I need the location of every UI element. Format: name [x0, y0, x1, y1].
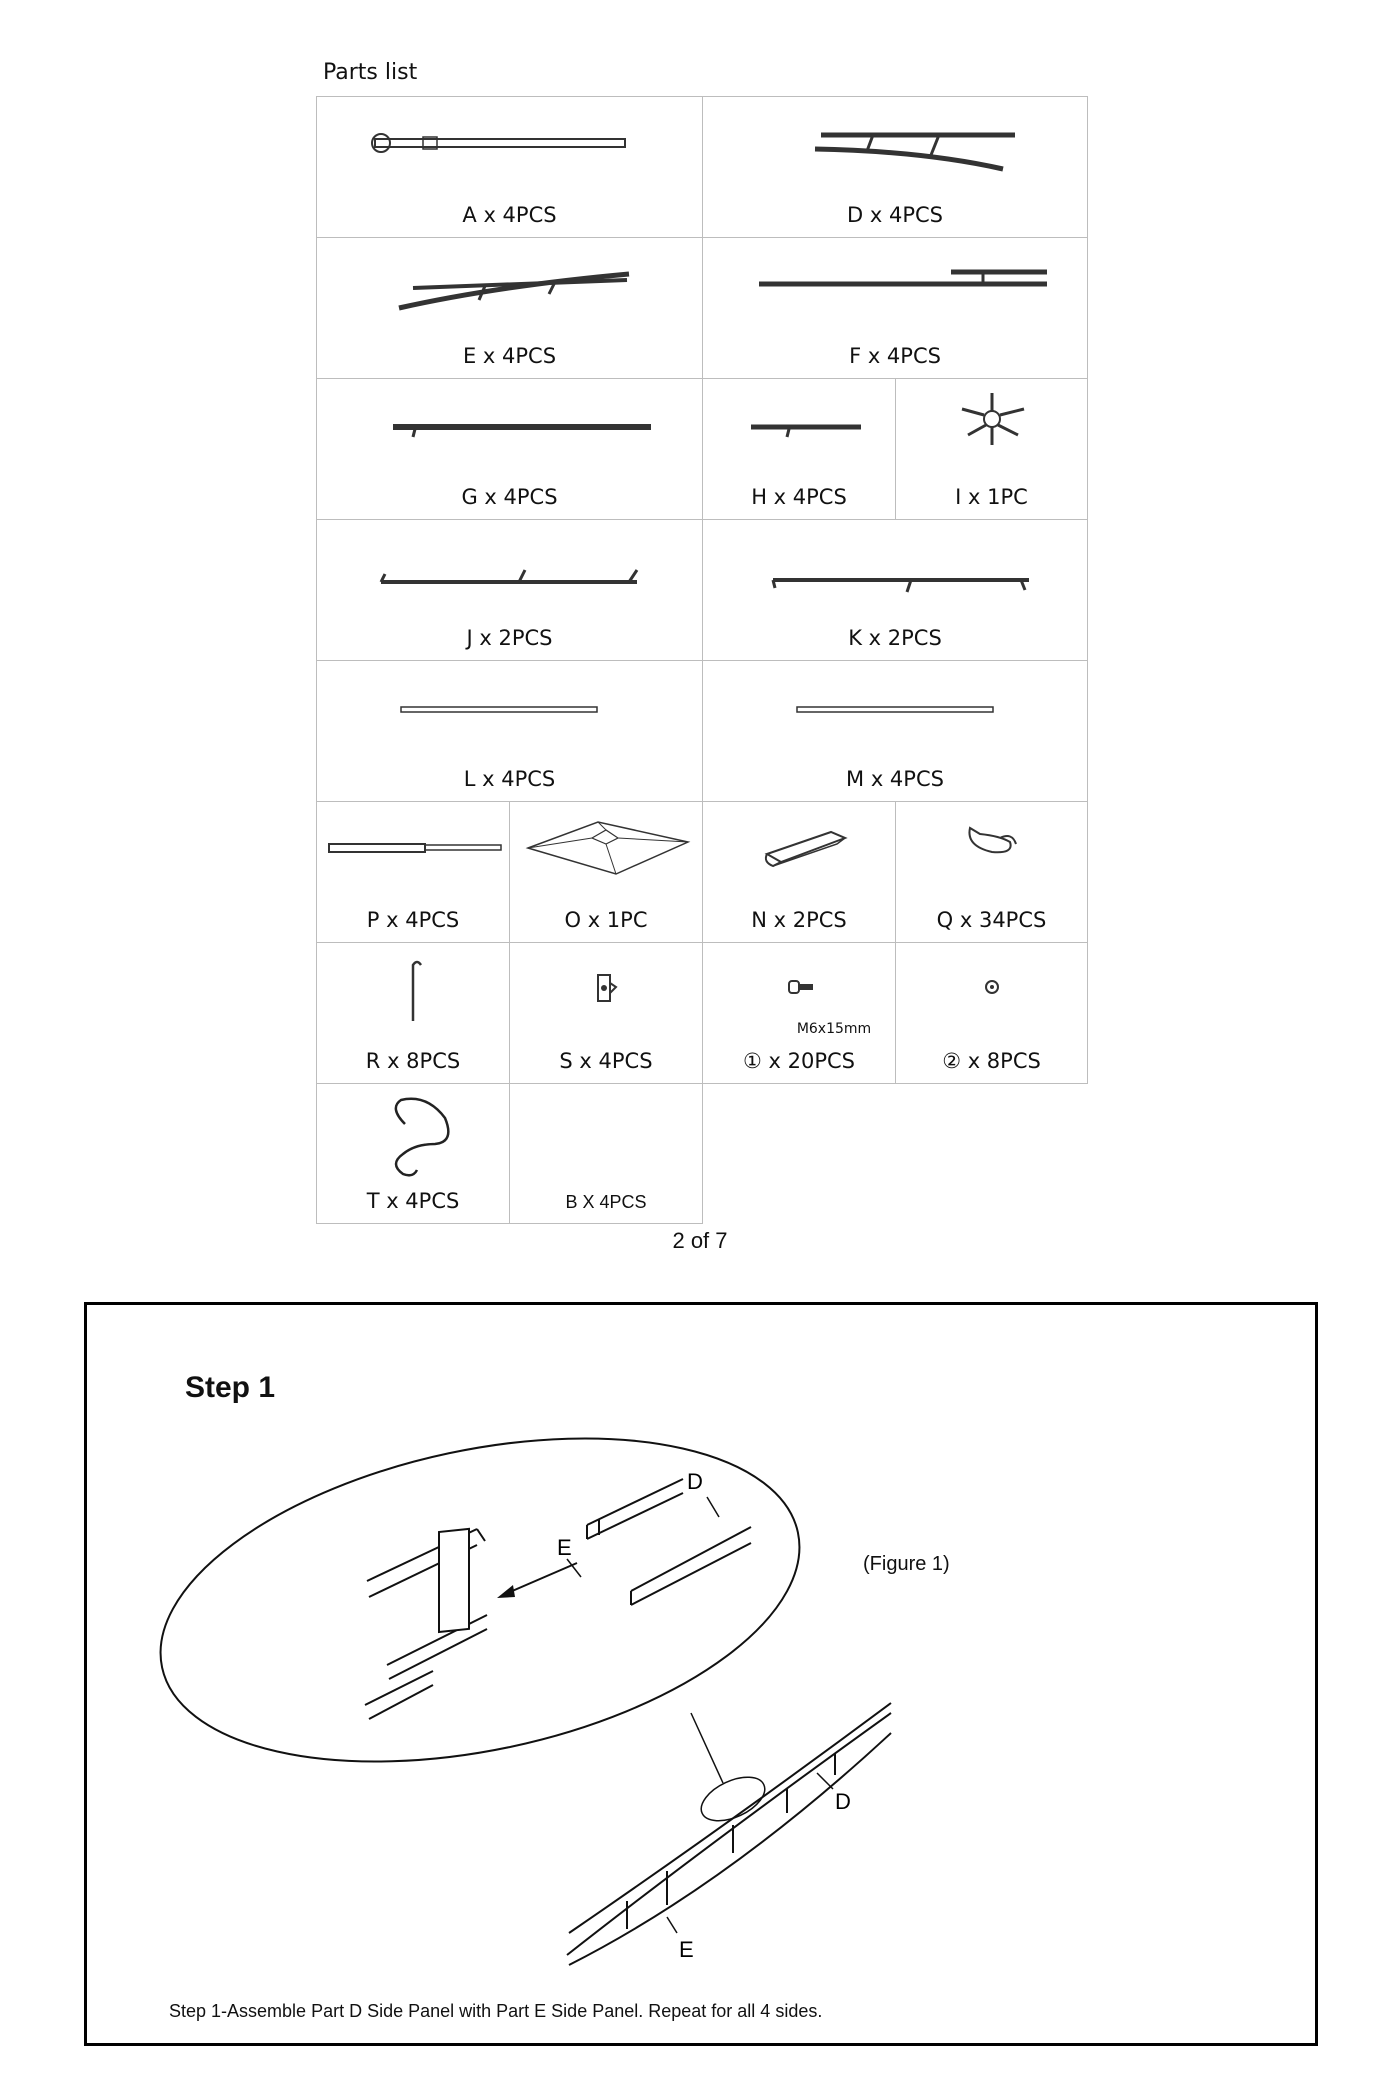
rafter-icon: [317, 97, 704, 207]
beam-h-icon: [703, 379, 897, 489]
rope-icon: [317, 1084, 511, 1194]
callout-e-top: E: [557, 1535, 572, 1560]
hub-connector-icon: [896, 379, 1089, 489]
part-cell-r: [316, 942, 510, 1084]
folded-netting-icon: [703, 802, 897, 912]
assembly-diagram: [87, 1305, 1317, 1995]
part-cell-l: [316, 660, 703, 802]
part-label-k: K x 2PCS: [848, 626, 942, 650]
parts-table: [316, 96, 1088, 1224]
nut-icon: [896, 943, 1089, 1053]
part-cell-o: [509, 801, 703, 943]
part-label-e: E x 4PCS: [462, 344, 557, 368]
part-label-o: O x 1PC: [564, 908, 648, 932]
part-cell-i: [895, 378, 1088, 520]
part-cell-f: [702, 237, 1088, 379]
part-label-b: B X 4PCS: [565, 1192, 647, 1212]
part-label-i: I x 1PC: [955, 485, 1028, 509]
part-label-t: T x 4PCS: [366, 1189, 460, 1213]
part-label-l: L x 4PCS: [463, 767, 556, 791]
bracket-icon: [510, 943, 704, 1053]
part-cell-q: [895, 801, 1088, 943]
part-cell-g: [316, 378, 703, 520]
ground-stake-icon: [317, 943, 511, 1053]
part-cell-e: [316, 237, 703, 379]
part-label-bolt: ① x 20PCS: [743, 1049, 855, 1073]
part-cell-b: [509, 1083, 703, 1224]
parts-list-title: Parts list: [323, 60, 418, 85]
pole-l-icon: [317, 661, 704, 771]
beam-g-icon: [317, 379, 704, 489]
part-label-q: Q x 34PCS: [936, 908, 1047, 932]
part-cell-nut: [895, 942, 1088, 1084]
part-label-g: G x 4PCS: [461, 485, 558, 509]
page-number: 2 of 7: [672, 1228, 728, 1253]
part-cell-bolt: [702, 942, 896, 1084]
callout-d-bottom: D: [835, 1789, 851, 1814]
part-label-s: S x 4PCS: [559, 1049, 653, 1073]
callout-e-bottom: E: [679, 1937, 694, 1962]
part-cell-h: [702, 378, 896, 520]
part-label-n: N x 2PCS: [751, 908, 847, 932]
part-label-d: D x 4PCS: [847, 203, 943, 227]
part-label-m: M x 4PCS: [846, 767, 944, 791]
step-title: Step 1: [185, 1371, 276, 1404]
pole-m-icon: [703, 661, 1089, 771]
part-cell-a: [316, 96, 703, 238]
zoom-detail-ellipse: [131, 1386, 829, 1815]
side-panel-d-icon: [703, 97, 1089, 207]
part-cell-d: [702, 96, 1088, 238]
bar-j-icon: [317, 520, 704, 630]
part-label-p: P x 4PCS: [366, 908, 460, 932]
beam-f-icon: [703, 238, 1089, 348]
bolt-spec: M6x15mm: [796, 1021, 872, 1037]
part-label-h: H x 4PCS: [751, 485, 847, 509]
bar-k-icon: [703, 520, 1089, 630]
part-label-f: F x 4PCS: [849, 344, 941, 368]
figure-label: (Figure 1): [863, 1553, 950, 1575]
part-cell-n: [702, 801, 896, 943]
callout-d-top: D: [687, 1469, 703, 1494]
hook-strap-icon: [896, 802, 1089, 912]
step-1-panel: [84, 1302, 1318, 2046]
part-label-j: J x 2PCS: [466, 626, 553, 650]
leg-post-icon: [317, 802, 511, 912]
part-cell-s: [509, 942, 703, 1084]
part-cell-t: [316, 1083, 510, 1224]
side-panel-e-icon: [317, 238, 704, 348]
part-cell-k: [702, 519, 1088, 661]
part-cell-m: [702, 660, 1088, 802]
insert-arrow-icon: [497, 1563, 577, 1598]
step-caption: Step 1-Assemble Part D Side Panel with Part E Side Panel. Repeat for all 4 sides.: [169, 2001, 823, 2021]
part-label-nut: ② x 8PCS: [942, 1049, 1041, 1073]
part-label-r: R x 8PCS: [365, 1049, 461, 1073]
part-cell-j: [316, 519, 703, 661]
part-cell-p: [316, 801, 510, 943]
part-label-a: A x 4PCS: [462, 203, 557, 227]
canopy-top-icon: [510, 802, 704, 912]
